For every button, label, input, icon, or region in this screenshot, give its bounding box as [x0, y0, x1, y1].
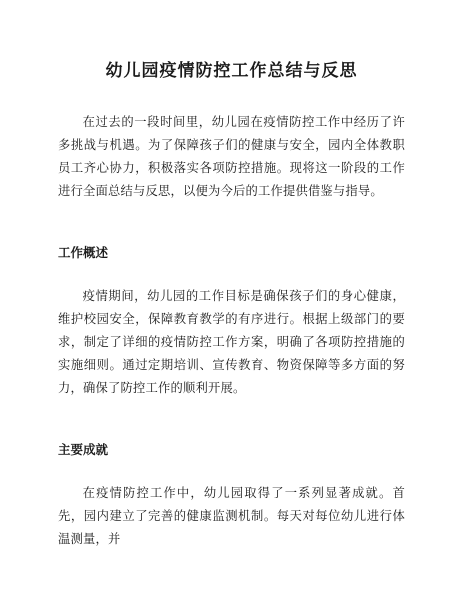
intro-paragraph: 在过去的一段时间里，幼儿园在疫情防控工作中经历了许多挑战与机遇。为了保障孩子们的健康与安全，园内全体教职员工齐心协力，积极落实各项防控措施。现将这一阶段的工作进行全面总结与反思，以便为今后的工作提供借鉴与指导。: [58, 115, 405, 198]
overview-paragraph: 疫情期间，幼儿园的工作目标是确保孩子们的身心健康，维护校园安全，保障教育教学的有序进行。根据上级部门的要求，制定了详细的疫情防控工作方案，明确了各项防控措施的实施细则。通过定期培训、宣传教育、物资保障等多方面的努力，确保了防控工作的顺利开展。: [58, 289, 405, 395]
page-title: 幼儿园疫情防控工作总结与反思: [105, 61, 358, 81]
section-heading-overview: 工作概述: [58, 245, 109, 260]
achievements-paragraph: 在疫情防控工作中，幼儿园取得了一系列显著成就。首先，园内建立了完善的健康监测机制。每天对每位幼儿进行体温测量，并: [58, 486, 405, 546]
section-heading-achievements: 主要成就: [58, 442, 109, 457]
